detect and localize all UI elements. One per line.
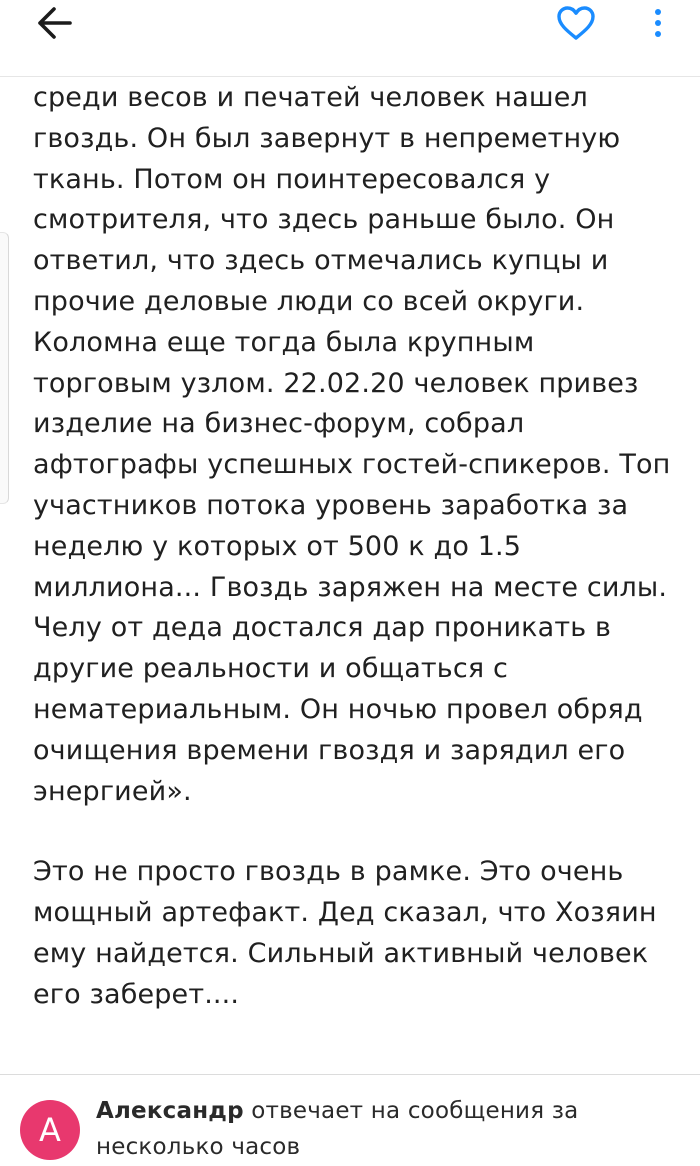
back-button[interactable] [22,0,86,46]
vertical-dots-icon [652,5,664,41]
description-paragraph: Это не просто гвоздь в рамке. Это очень мощный артефакт. Дед сказал, что Хозяин ему найдется. Сильный активный человек его заберет.... [33,856,657,1010]
top-app-bar [0,0,700,77]
seller-info-bar[interactable] [0,1074,700,1166]
heart-outline-icon [555,4,597,42]
response-time-text: отвечает на сообщения за несколько часов [96,1098,579,1160]
scroll-indicator[interactable] [0,232,9,504]
seller-name[interactable]: Александр [96,1098,244,1124]
arrow-left-icon [34,5,74,41]
description-paragraph: среди весов и печатей человек нашел гвоздь. Он был завернут в непреметную ткань. Потом он поинтересовался у смотрителя, что здесь раньше было. Он ответил, что здесь отмечались купцы и прочие деловые люди со всей округи. Коломна еще тогда была крупным торговым узлом. 22.02.20 человек привез изделие на бизнес-форум, собрал афтографы успешных гостей-спикеров. Топ участников потока уровень заработка за неделю у которых от 500 к до 1.5 миллиона... Гвоздь заряжен на месте силы. Челу от деда достался дар проникать в другие реальности и общаться с нематериальным. Он ночью провел обряд очищения времени гвоздя и зарядил его энергией». [33,82,671,807]
listing-description [33,78,673,1016]
favorite-button[interactable] [548,0,604,46]
avatar[interactable]: А [20,1100,80,1160]
more-options-button[interactable] [640,0,676,46]
seller-response-info [96,1093,686,1165]
